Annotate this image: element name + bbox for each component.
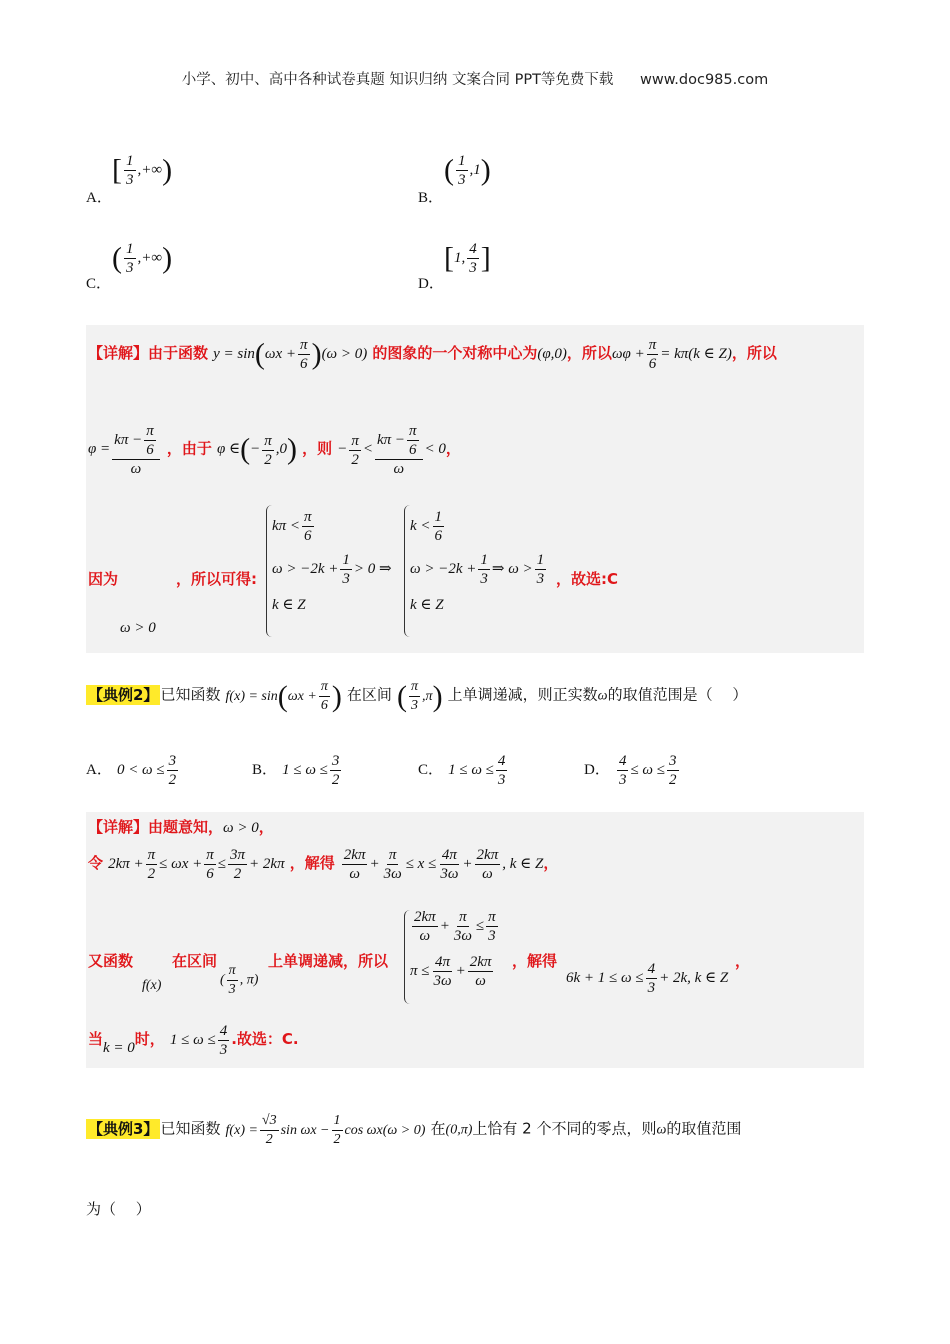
sol1-func-formula: y = sin(ωx + $\frac{\pi}{6}$ )(ω > 0) xyxy=(213,337,368,372)
sol1-system-1: kπ < $\frac{\pi}{6}$ ω > −2k + $\frac{1}{3}$ > 0 ⇒ k ∈ Z xyxy=(272,509,392,613)
sol2-solve: ，解得 xyxy=(512,952,558,970)
q1-option-c-formula: ( $\frac{1}{3}$ ,+∞) xyxy=(112,241,173,276)
sol2-fx: f(x) xyxy=(142,978,162,993)
sol1-because: 因为 xyxy=(88,570,119,588)
sol2-solution: 6k + 1 ≤ ω ≤ $\frac{4}{3}$ + 2k, k ∈ Z xyxy=(566,961,729,996)
ex2-option-d: D． $\frac{4}{3}$ ≤ ω ≤ $\frac{3}{2}$ xyxy=(584,753,677,788)
sol2-comma: ， xyxy=(735,952,751,970)
sol1-system-2: k < $\frac{1}{6}$ ω > −2k + $\frac{1}{3}$ ⇒ ω > $\frac{1}{3}$ k ∈ Z xyxy=(410,509,545,613)
q1-option-a-formula: [ $\frac{1}{3}$ ,+∞) xyxy=(112,153,173,188)
sol1-so-we-get: ，所以可得: xyxy=(176,570,257,588)
ex2-option-c: C． 1 ≤ ω ≤ $\frac{4}{3}$ xyxy=(418,753,506,788)
sol1-omega-positive: ω > 0 xyxy=(120,620,156,636)
ex2-option-b: B． 1 ≤ ω ≤ $\frac{3}{2}$ xyxy=(252,753,340,788)
sol2-interval: ( $\frac{\pi}{3}$ , π) xyxy=(220,963,259,997)
example-3-question: 【典例3】 已知函数 f(x) = $\frac{√3}{2}$ sin ωx − $\frac{1}{2}$ cos ωx(ω > 0) 在(0,π)上恰有 2 个不同的零点，则ω的取值范围 xyxy=(88,1113,742,1147)
solution-1-line-2: φ = kπ − $\frac{\pi}{6}$ ω ，由于 φ ∈(− $\frac{\pi}{2}$ ,0) ，则 − $\frac{\pi}{2}$ < kπ − $\frac{\pi}{6}$ ω < 0， xyxy=(88,423,461,477)
solution-2-line-2: 令 2kπ + $\frac{\pi}{2}$ ≤ ωx + $\frac{\pi}{6}$ ≤ $\frac{3\pi}{2}$ + 2kπ ，解得 $\frac{2k\pi}{\omega}$ + $\frac{\pi}{3\omega}$ ≤ x ≤ $\frac{4\pi}{3\omega}$ + $\frac{2k\pi}{\omega}$ , k ∈ Z， xyxy=(88,847,559,882)
q1-option-b-label: B． xyxy=(418,190,444,206)
q1-option-d-formula: [1, $\frac{4}{3}$ ] xyxy=(444,241,491,276)
solution-1-line-1: 【详解】由于函数 y = sin(ωx + $\frac{\pi}{6}$ )(ω > 0) 的图象的一个对称中心为(φ,0)，所以ωφ + $\frac{\pi}{6}$ = kπ(k ∈ Z)，所以 xyxy=(88,337,777,372)
header-title: 小学、初中、高中各种试卷真题 知识归纳 文案合同 PPT等免费下载 xyxy=(181,72,614,88)
header-url[interactable]: www.doc985.com xyxy=(640,72,769,88)
example-2-tag: 【典例2】 xyxy=(88,685,159,704)
example-2-question: 【典例2】 已知函数 f(x) = sin(ωx + $\frac{\pi}{6}$ ) 在区间 ( $\frac{\pi}{3}$ ,π) 上单调递减，则正实数ω的取值范围是（ ） xyxy=(88,679,748,713)
page-header xyxy=(0,68,950,89)
q1-option-a-label: A． xyxy=(86,190,112,206)
sol2-system: $\frac{2k\pi}{\omega}$ + $\frac{\pi}{3\omega}$ ≤ $\frac{\pi}{3}$ π ≤ $\frac{4\pi}{3\omega}$ + $\frac{2k\pi}{\omega}$ xyxy=(410,909,496,989)
q1-option-c-label: C． xyxy=(86,276,112,292)
solution-2-line-1: 【详解】由题意知，ω > 0， xyxy=(88,818,274,836)
ex2-option-a: A． 0 < ω ≤ $\frac{3}{2}$ xyxy=(86,753,177,788)
solution-2-line-last: 当k = 0时， 1 ≤ ω ≤ $\frac{4}{3}$ .故选：C. xyxy=(88,1023,299,1058)
sol2-in-interval: 在区间 xyxy=(172,952,218,970)
sol2-and-function: 又函数 xyxy=(88,952,134,970)
example-3-tag: 【典例3】 xyxy=(88,1119,159,1138)
solution-2-tag: 【详解】 xyxy=(88,818,149,836)
sol2-decreasing: 上单调递减，所以 xyxy=(268,952,389,970)
example-3-question-cont: 为（ ） xyxy=(86,1200,151,1218)
sol1-answer: ，故选:C xyxy=(556,570,619,588)
q1-option-b-formula: ( $\frac{1}{3}$ ,1) xyxy=(444,153,491,188)
solution-1-tag: 【详解】 xyxy=(88,343,149,362)
q1-option-d-label: D． xyxy=(418,276,444,292)
